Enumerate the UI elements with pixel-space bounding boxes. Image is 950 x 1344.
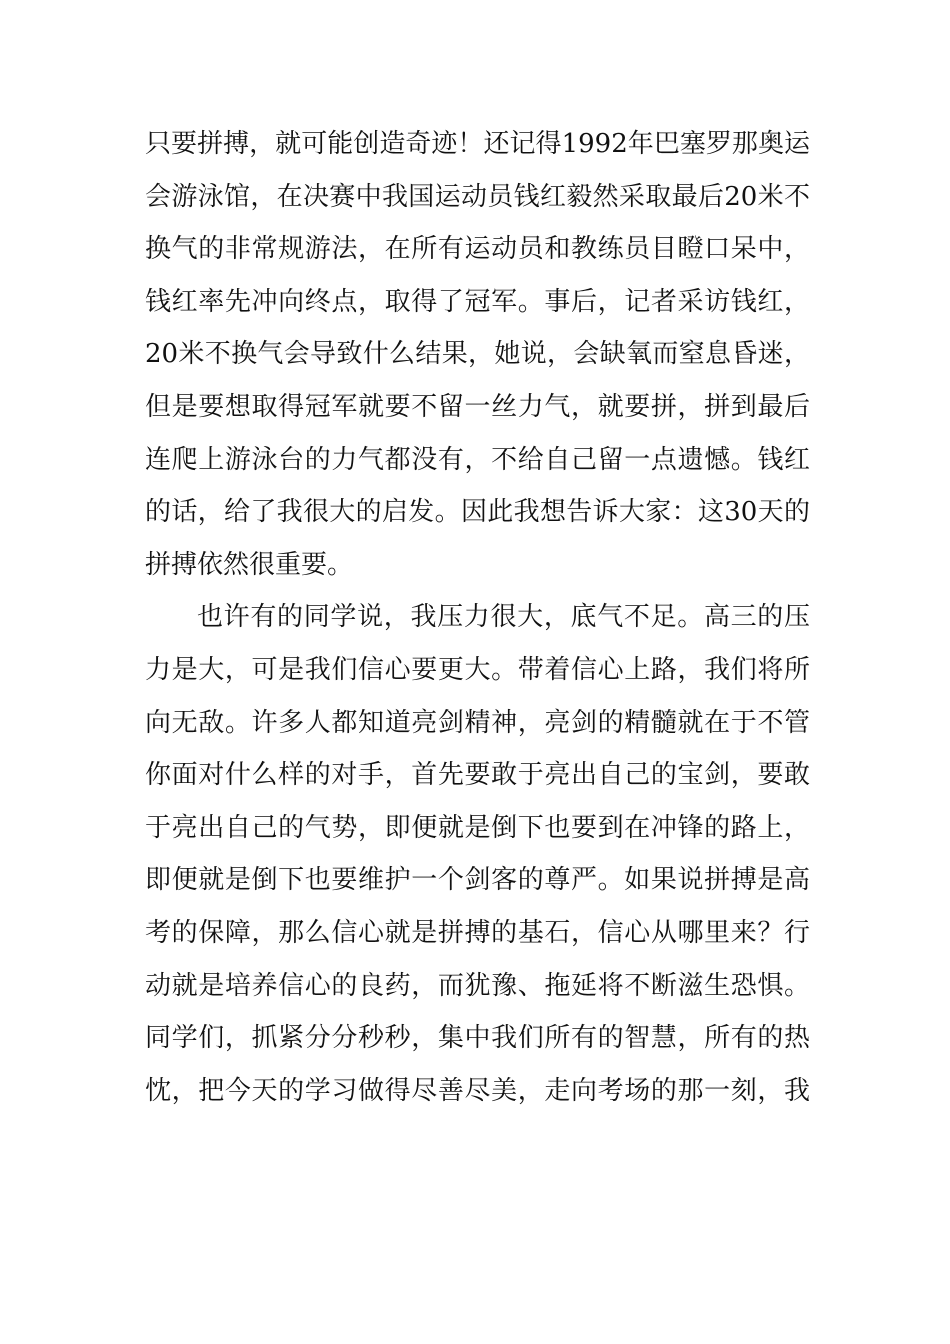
paragraph-2 [145,591,810,1117]
text-line: 同学们，抓紧分分秒秒，集中我们所有的智慧，所有的热 [145,1023,810,1054]
text-line: 向无敌。许多人都知道亮剑精神，亮剑的精髓就在于不管 [145,707,810,738]
text-line: 即便就是倒下也要维护一个剑客的尊严。如果说拼搏是高 [145,865,810,896]
text-line: 忱，把今天的学习做得尽善尽美，走向考场的那一刻，我 [145,1075,810,1106]
text-line: 也许有的同学说，我压力很大，底气不足。高三的压 [197,602,810,633]
text-line: 力是大，可是我们信心要更大。带着信心上路，我们将所 [145,654,810,685]
text-line: 你面对什么样的对手，首先要敢于亮出自己的宝剑，要敢 [145,760,810,791]
text-line: 20米不换气会导致什么结果，她说，会缺氧而窒息昏迷， [145,339,810,370]
text-line: 于亮出自己的气势，即便就是倒下也要到在冲锋的路上， [145,812,810,843]
text-line: 会游泳馆，在决赛中我国运动员钱红毅然采取最后20米不 [145,181,810,212]
text-line: 动就是培养信心的良药，而犹豫、拖延将不断滋生恐惧。 [145,970,810,1001]
text-line: 钱红率先冲向终点，取得了冠军。事后，记者采访钱红， [145,286,810,317]
text-line: 拼搏依然很重要。 [145,549,354,580]
paragraph-1 [145,118,810,591]
text-line: 考的保障，那么信心就是拼搏的基石，信心从哪里来？行 [145,917,810,948]
text-line: 连爬上游泳台的力气都没有，不给自己留一点遗憾。钱红 [145,444,810,475]
text-line: 但是要想取得冠军就要不留一丝力气，就要拼，拼到最后 [145,391,810,422]
text-line: 只要拼搏，就可能创造奇迹！还记得1992年巴塞罗那奥运 [145,129,810,159]
document-body [145,118,810,1117]
text-line: 换气的非常规游法，在所有运动员和教练员目瞪口呆中， [145,234,810,265]
text-line: 的话，给了我很大的启发。因此我想告诉大家：这30天的 [145,497,810,528]
